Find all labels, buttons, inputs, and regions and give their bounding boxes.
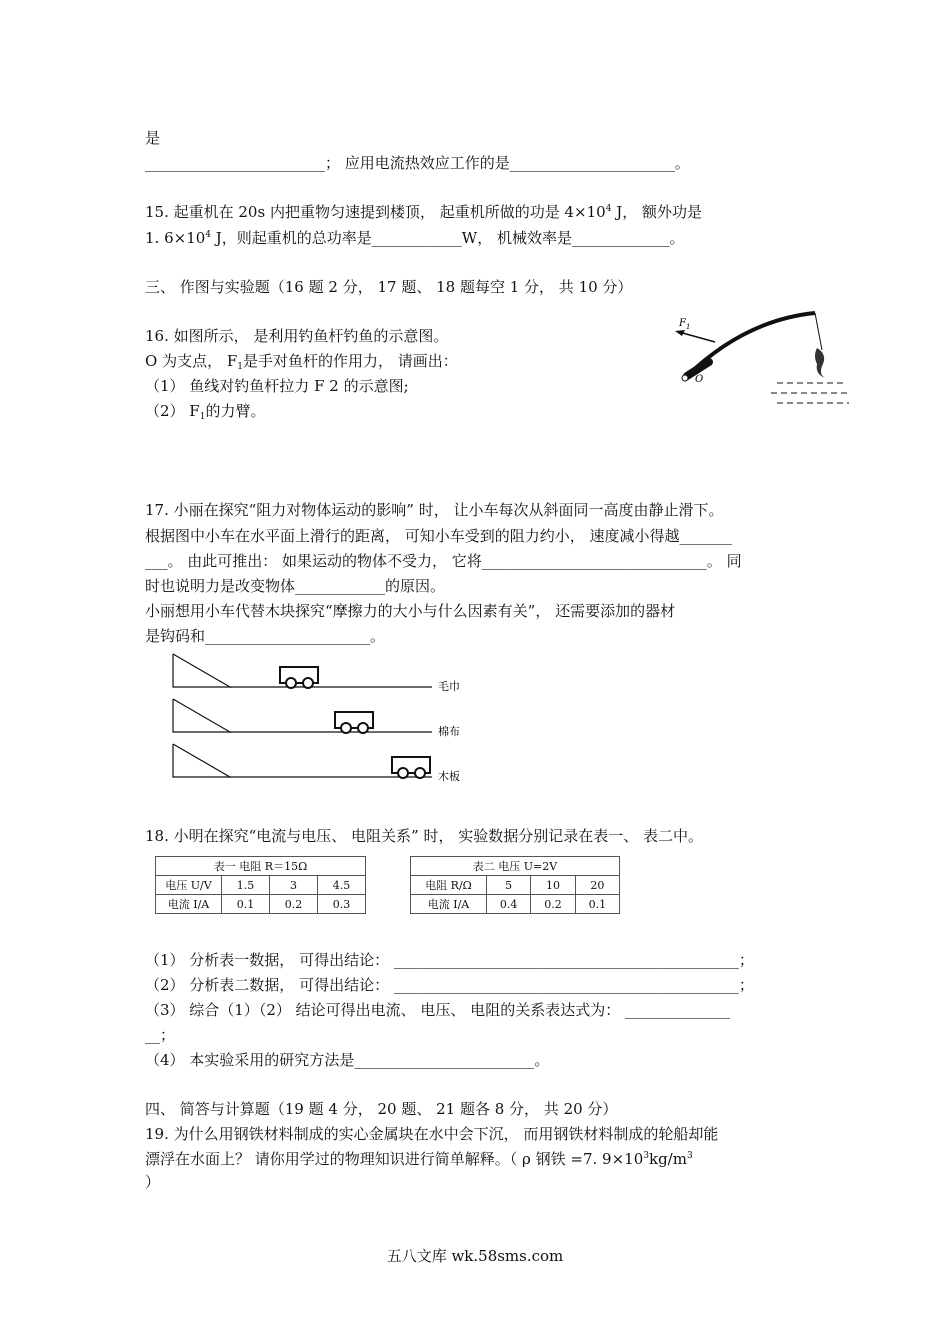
force-label: $F_1$	[679, 318, 691, 331]
ramp-towel	[173, 654, 460, 693]
question-18-part1: （1） 分析表一数据， 可得出结论： ______________________________________________；	[145, 951, 754, 969]
table-row: 电流 I/A 0.1 0.2 0.3	[156, 895, 366, 914]
ramp-figure	[170, 652, 470, 784]
ramp-wood	[173, 744, 460, 783]
fish-icon	[815, 348, 825, 378]
section-4-heading: 四、 简答与计算题（19 题 4 分， 20 题、 21 题各 8 分， 共 20 分）	[145, 1100, 618, 1118]
question-16-line4: （2） $F_1$的力臂。	[145, 402, 266, 422]
wheel	[398, 768, 408, 778]
pivot-point	[682, 375, 688, 381]
question-18-part2: （2） 分析表二数据， 可得出结论： ______________________________________________；	[145, 976, 754, 994]
question-17-line5: 小丽想用小车代替木块探究“摩擦力的大小与什么因素有关”， 还需要添加的器材	[145, 602, 676, 620]
question-18-part4: （4） 本实验采用的研究方法是________________________。	[145, 1051, 550, 1069]
table-caption: 表二 电压 U=2V	[411, 857, 620, 876]
wheel	[341, 723, 351, 733]
text-line: 是	[145, 129, 161, 147]
page-footer: 五八文库 wk.58sms.com	[386, 1247, 564, 1265]
surface-label: 棉布	[438, 725, 460, 738]
surface-label: 毛巾	[438, 680, 460, 693]
question-18: 18. 小明在探究“电流与电压、 电阻关系” 时， 实验数据分别记录在表一、 表二中。	[145, 827, 704, 845]
wheel	[303, 678, 313, 688]
data-table-1	[155, 856, 366, 914]
question-16-line3: （1） 鱼线对钓鱼杆拉力 F 2 的示意图;	[145, 377, 409, 395]
question-17-line4: 时也说明力是改变物体____________的原因。	[145, 577, 446, 595]
ramp-cotton	[173, 699, 460, 738]
wheel	[286, 678, 296, 688]
question-17-line6: 是钩码和______________________。	[145, 627, 386, 645]
table-row: 电阻 R/Ω 5 10 20	[411, 876, 620, 895]
force-arrow	[679, 332, 715, 342]
question-18-part3-cont: __；	[145, 1026, 176, 1044]
question-15-line1: 15. 起重机在 20s 内把重物匀速提到楼顶， 起重机所做的功是 $4\times 10^4$ J， 额外功是	[145, 203, 702, 221]
table-caption: 表一 电阻 R＝15Ω	[156, 857, 366, 876]
question-17-line1: 17. 小丽在探究“阻力对物体运动的影响” 时， 让小车每次从斜面同一高度由静止滑下。	[145, 501, 724, 519]
question-18-part3: （3） 综合（1）（2） 结论可得出电流、 电压、 电阻的关系表达式为： ______________	[145, 1001, 730, 1019]
fishing-line	[815, 313, 822, 350]
wheel	[358, 723, 368, 733]
data-table-2	[410, 856, 620, 914]
pivot-label: O	[695, 374, 704, 385]
table-row: 电压 U/V 1.5 3 4.5	[156, 876, 366, 895]
table-row: 电流 I/A 0.4 0.2 0.1	[411, 895, 620, 914]
question-17-line2: 根据图中小车在水平面上滑行的距离， 可知小车受到的阻力约小， 速度减小得越_______	[145, 527, 733, 545]
question-15-line2: 1. $6\times 10^4$ J，则起重机的总功率是____________W， 机械效率是_____________。	[145, 229, 685, 247]
question-16-line2: O 为支点， $F_1$是手对鱼杆的作用力， 请画出：	[145, 352, 458, 372]
question-17-line3: ___。 由此可推出： 如果运动的物体不受力， 它将______________________________。 同	[145, 552, 742, 570]
text-line: ________________________； 应用电流热效应工作的是______________________。	[145, 154, 690, 172]
question-19-line1: 19. 为什么用钢铁材料制成的实心金属块在水中会下沉， 而用钢铁材料制成的轮船却能	[145, 1125, 719, 1143]
section-3-heading: 三、 作图与实验题（16 题 2 分， 17 题、 18 题每空 1 分， 共 10 分）	[145, 278, 633, 296]
question-19-line3: ）	[145, 1173, 161, 1191]
wheel	[415, 768, 425, 778]
surface-label: 木板	[438, 770, 460, 783]
arrow-head-icon	[675, 330, 685, 336]
fishing-rod-figure	[665, 308, 855, 408]
question-16-line1: 16. 如图所示， 是利用钓鱼杆钓鱼的示意图。	[145, 327, 449, 345]
question-19-line2: 漂浮在水面上？ 请你用学过的物理知识进行简单解释。（ ρ 钢铁 =7. $9\times 10^3kg/m^3$	[145, 1150, 693, 1168]
